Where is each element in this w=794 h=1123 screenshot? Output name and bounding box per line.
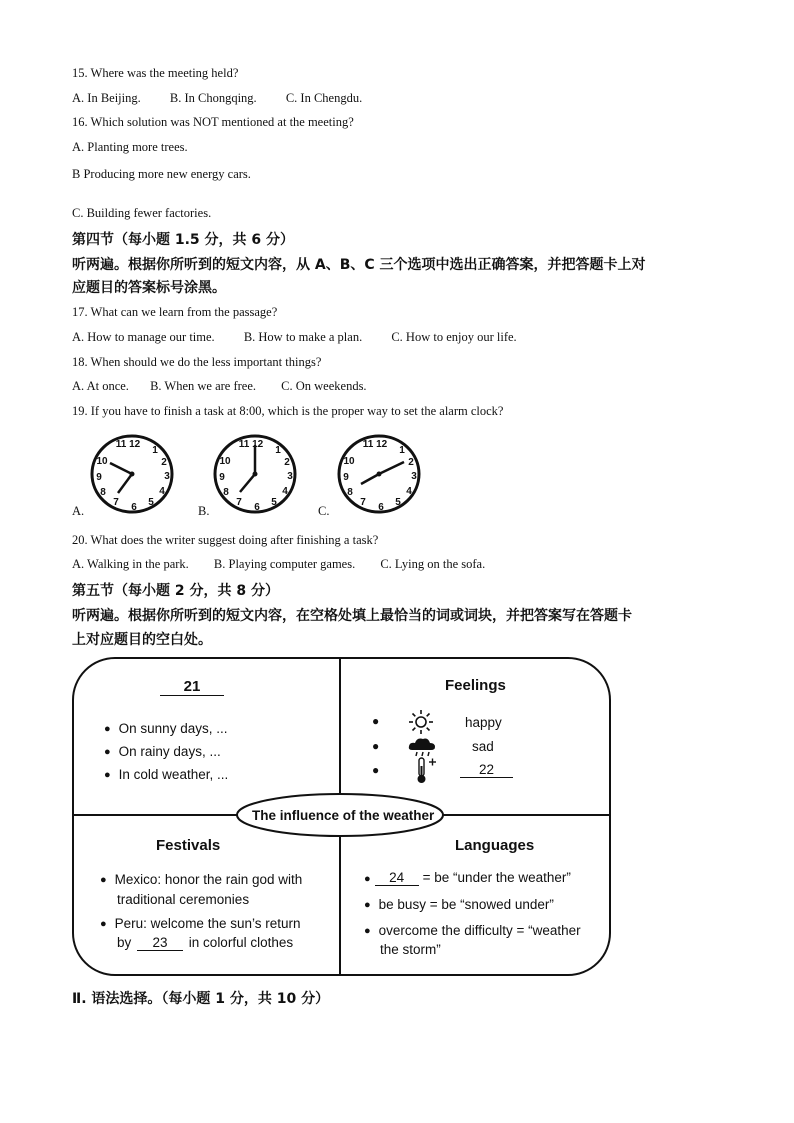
svg-text:7: 7 [360, 497, 366, 508]
section4-instruction-1: 听两遍。根据你所听到的短文内容，从 A、B、C 三个选项中选出正确答案，并把答题卡上对 [72, 257, 646, 273]
languages-title: Languages [455, 837, 535, 854]
svg-text:3: 3 [164, 471, 170, 482]
section5-instruction-1: 听两遍。根据你所听到的短文内容，在空格处填上最恰当的词或词块，并把答案写在答题卡 [72, 608, 632, 624]
festival-peru-end: in colorful clothes [188, 935, 294, 950]
feelings-bullet-1: ● [372, 714, 380, 728]
q15-stem: 15. Where was the meeting held? [72, 66, 239, 80]
language-line-1-end: = be “under the weather” [422, 870, 571, 885]
q19-option-c: C. [318, 504, 330, 518]
q19-option-b: B. [198, 504, 210, 518]
svg-text:1: 1 [275, 445, 281, 456]
svg-text:2: 2 [408, 457, 414, 468]
festivals-title: Festivals [156, 837, 221, 854]
festival-peru-line-2 [117, 935, 293, 951]
q16-option-a: A. Planting more trees. [72, 140, 188, 154]
svg-text:2: 2 [284, 457, 290, 468]
section5-instruction-2: 上对应题目的空白处。 [72, 632, 212, 648]
cloud-rain-icon [407, 735, 437, 757]
feelings-bullet-3: ● [372, 763, 380, 777]
festival-mexico-line-1: ● Mexico: honor the rain god with [100, 872, 302, 887]
svg-text:5: 5 [395, 497, 401, 508]
section4-instruction-2: 应题目的答案标号涂黑。 [72, 280, 226, 296]
feelings-bullet-2: ● [372, 739, 380, 753]
svg-text:4: 4 [406, 486, 412, 497]
svg-text:7: 7 [236, 497, 242, 508]
q22-line [460, 762, 513, 778]
q20-stem: 20. What does the writer suggest doing after finishing a task? [72, 533, 379, 547]
q21-item-3: ● In cold weather, ... [104, 767, 228, 782]
feeling-happy: happy [465, 715, 502, 730]
svg-text:1: 1 [152, 445, 158, 456]
q18-options [72, 379, 367, 394]
q20-option-b: B. Playing computer games. [213, 557, 356, 571]
q15-options [72, 91, 362, 106]
svg-text:5: 5 [271, 497, 277, 508]
svg-text:1: 1 [399, 445, 405, 456]
q17-option-c: C. How to enjoy our life. [391, 330, 517, 344]
q20-option-a: A. Walking in the park. [72, 557, 189, 571]
q18-option-a: A. At once. [72, 379, 129, 393]
feelings-title: Feelings [445, 677, 506, 694]
svg-text:10: 10 [343, 456, 355, 467]
svg-text:7: 7 [113, 497, 119, 508]
svg-text:8: 8 [100, 487, 106, 498]
section4-title: 第四节（每小题 1.5 分，共 6 分） [72, 232, 295, 248]
svg-text:10: 10 [96, 456, 108, 467]
q19-option-a: A. [72, 504, 85, 518]
thermometer-icon [414, 756, 438, 786]
grammar-title: Ⅱ. 语法选择。（每小题 1 分，共 10 分） [72, 991, 330, 1007]
q17-options [72, 330, 517, 345]
q18-option-b: B. When we are free. [150, 379, 257, 393]
svg-text:9: 9 [96, 472, 102, 483]
svg-text:4: 4 [159, 486, 165, 497]
language-line-2: ● be busy = be “snowed under” [364, 897, 554, 912]
q17-stem: 17. What can we learn from the passage? [72, 305, 278, 319]
svg-text:10: 10 [219, 456, 231, 467]
svg-text:9: 9 [343, 472, 349, 483]
sun-icon [408, 709, 434, 735]
q21-item-2: ● On rainy days, ... [104, 744, 221, 759]
svg-text:6: 6 [378, 502, 384, 513]
q19-stem: 19. If you have to finish a task at 8:00, which is the proper way to set the alarm clock? [72, 404, 504, 418]
svg-text:3: 3 [287, 471, 293, 482]
svg-text:8: 8 [223, 487, 229, 498]
svg-text:11 12: 11 12 [115, 439, 141, 450]
svg-text:6: 6 [254, 502, 260, 513]
language-line-1: ● 24 = be “under the weather” [364, 870, 571, 885]
q17-option-a: A. How to manage our time. [72, 330, 215, 344]
q21-blank: 21 [160, 678, 224, 696]
section5-title: 第五节（每小题 2 分，共 8 分） [72, 583, 279, 599]
svg-text:5: 5 [148, 497, 154, 508]
clock-a-icon [88, 433, 178, 517]
q15-option-b: B. In Chongqing. [169, 91, 257, 105]
svg-text:3: 3 [411, 471, 417, 482]
svg-text:9: 9 [219, 472, 225, 483]
q18-option-c: C. On weekends. [281, 379, 367, 393]
clock-b-icon [211, 433, 301, 517]
q20-options [72, 557, 485, 572]
q21-title [160, 678, 224, 696]
festival-mexico-line-2: traditional ceremonies [117, 892, 250, 907]
clock-c-icon [335, 433, 425, 517]
festival-peru-line-1: ● Peru: welcome the sun’s return [100, 916, 301, 931]
svg-text:11 12: 11 12 [238, 439, 264, 450]
language-line-3a: ● overcome the difficulty = “weather [364, 923, 581, 938]
festival-peru-by: by [117, 935, 132, 950]
q22-blank: 22 [460, 762, 513, 778]
svg-text:4: 4 [282, 486, 288, 497]
q16-stem: 16. Which solution was NOT mentioned at the meeting? [72, 115, 354, 129]
svg-text:2: 2 [161, 457, 167, 468]
q16-option-b: B Producing more new energy cars. [72, 167, 251, 181]
q23-blank: 23 [137, 935, 183, 951]
mind-map-center-title: The influence of the weather [252, 808, 435, 823]
q17-option-b: B. How to make a plan. [243, 330, 363, 344]
q18-stem: 18. When should we do the less important things? [72, 355, 322, 369]
q15-option-a: A. In Beijing. [72, 91, 141, 105]
feeling-sad: sad [472, 739, 494, 754]
svg-text:6: 6 [131, 502, 137, 513]
language-line-3b: the storm” [380, 942, 441, 957]
q20-option-c: C. Lying on the sofa. [380, 557, 486, 571]
svg-text:11 12: 11 12 [362, 439, 388, 450]
svg-text:8: 8 [347, 487, 353, 498]
q15-option-c: C. In Chengdu. [285, 91, 363, 105]
q16-option-c: C. Building fewer factories. [72, 206, 212, 220]
q24-blank: 24 [375, 870, 419, 886]
q21-item-1: ● On sunny days, ... [104, 721, 227, 736]
